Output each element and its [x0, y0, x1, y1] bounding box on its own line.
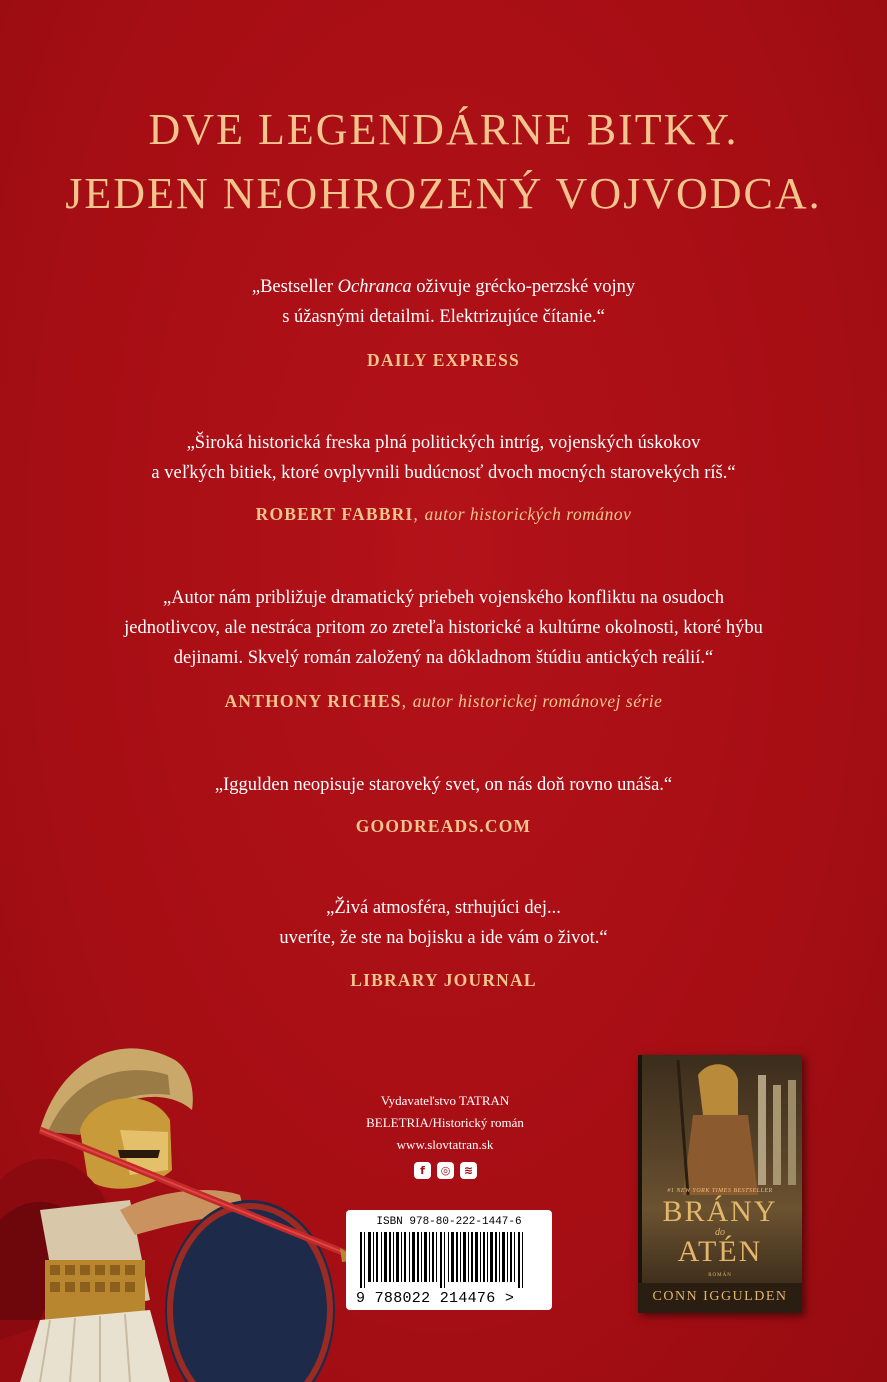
attribution-daily-express: DAILY EXPRESS: [367, 350, 520, 370]
publisher-name: Vydavateľstvo TATRAN: [380, 1093, 510, 1108]
book-subtitle: ROMÁN: [708, 1273, 732, 1278]
barcode-bars: [360, 1232, 530, 1288]
quote-goodreads: „Iggulden neopisuje staroveký svet, on nás doň rovno unáša.“: [214, 775, 673, 795]
publisher-series: BELETRIA/Historický román: [366, 1115, 524, 1130]
spotify-icon[interactable]: ≋: [460, 1162, 477, 1179]
publisher-info: [330, 1090, 560, 1156]
headline-line-1: DVE LEGENDÁRNE BITKY.: [148, 105, 739, 154]
quote-daily-express: „Bestseller Ochranca oživuje grécko-perzské vojny s úžasnými detailmi. Elektrizujúce čítanie.“: [251, 277, 636, 327]
instagram-icon[interactable]: ◎: [437, 1162, 454, 1179]
book-cover-thumbnail: [638, 1055, 802, 1313]
barcode-digits: 9 788022 214476 >: [356, 1290, 515, 1307]
attribution-library-journal: LIBRARY JOURNAL: [350, 970, 537, 990]
attribution-goodreads: GOODREADS.COM: [355, 816, 532, 836]
spartan-warrior-illustration: [0, 1020, 360, 1382]
book-author: CONN IGGULDEN: [652, 1289, 788, 1304]
isbn-barcode: [346, 1210, 552, 1310]
quote-italic-title: Ochranca: [337, 277, 412, 297]
facebook-icon[interactable]: f: [414, 1162, 431, 1179]
quote-library-journal: „Živá atmosféra, strhujúci dej... uveríte, že ste na bojisku a ide vám o život.“: [279, 898, 608, 948]
book-title-part-1: BRÁNY: [662, 1195, 778, 1228]
headline-line-2: JEDEN NEOHROZENÝ VOJVODCA.: [65, 169, 822, 218]
publisher-website[interactable]: www.slovtatran.sk: [396, 1137, 494, 1152]
isbn-number: ISBN 978-80-222-1447-6: [376, 1216, 522, 1228]
quote-anthony-riches: „Autor nám približuje dramatický priebeh vojenského konfliktu na osudoch jednotlivcov, ale nestráca pritom zo zreteľa historické a kultúrne okolnosti, ktoré hýbu dejinami. Skvelý román založený na dôkladnom štúdiu antických reálií.“: [124, 588, 763, 668]
attribution-anthony-riches: ANTHONY RICHES, autor historickej románovej série: [224, 691, 663, 711]
social-icons: [414, 1162, 477, 1179]
quote-robert-fabbri: „Široká historická freska plná politických intríg, vojenských úskokov a veľkých bitiek, ktoré ovplyvnili budúcnosť dvoch mocných starovekých ríš.“: [151, 433, 736, 483]
book-cover-art: [638, 1055, 802, 1195]
book-bestseller-tag: #1 NEW YORK TIMES BESTSELLER: [667, 1188, 773, 1194]
book-title-part-2: do: [715, 1227, 725, 1238]
attribution-robert-fabbri: ROBERT FABBRI, autor historických románov: [255, 504, 632, 524]
book-title-part-3: ATÉN: [677, 1235, 763, 1268]
